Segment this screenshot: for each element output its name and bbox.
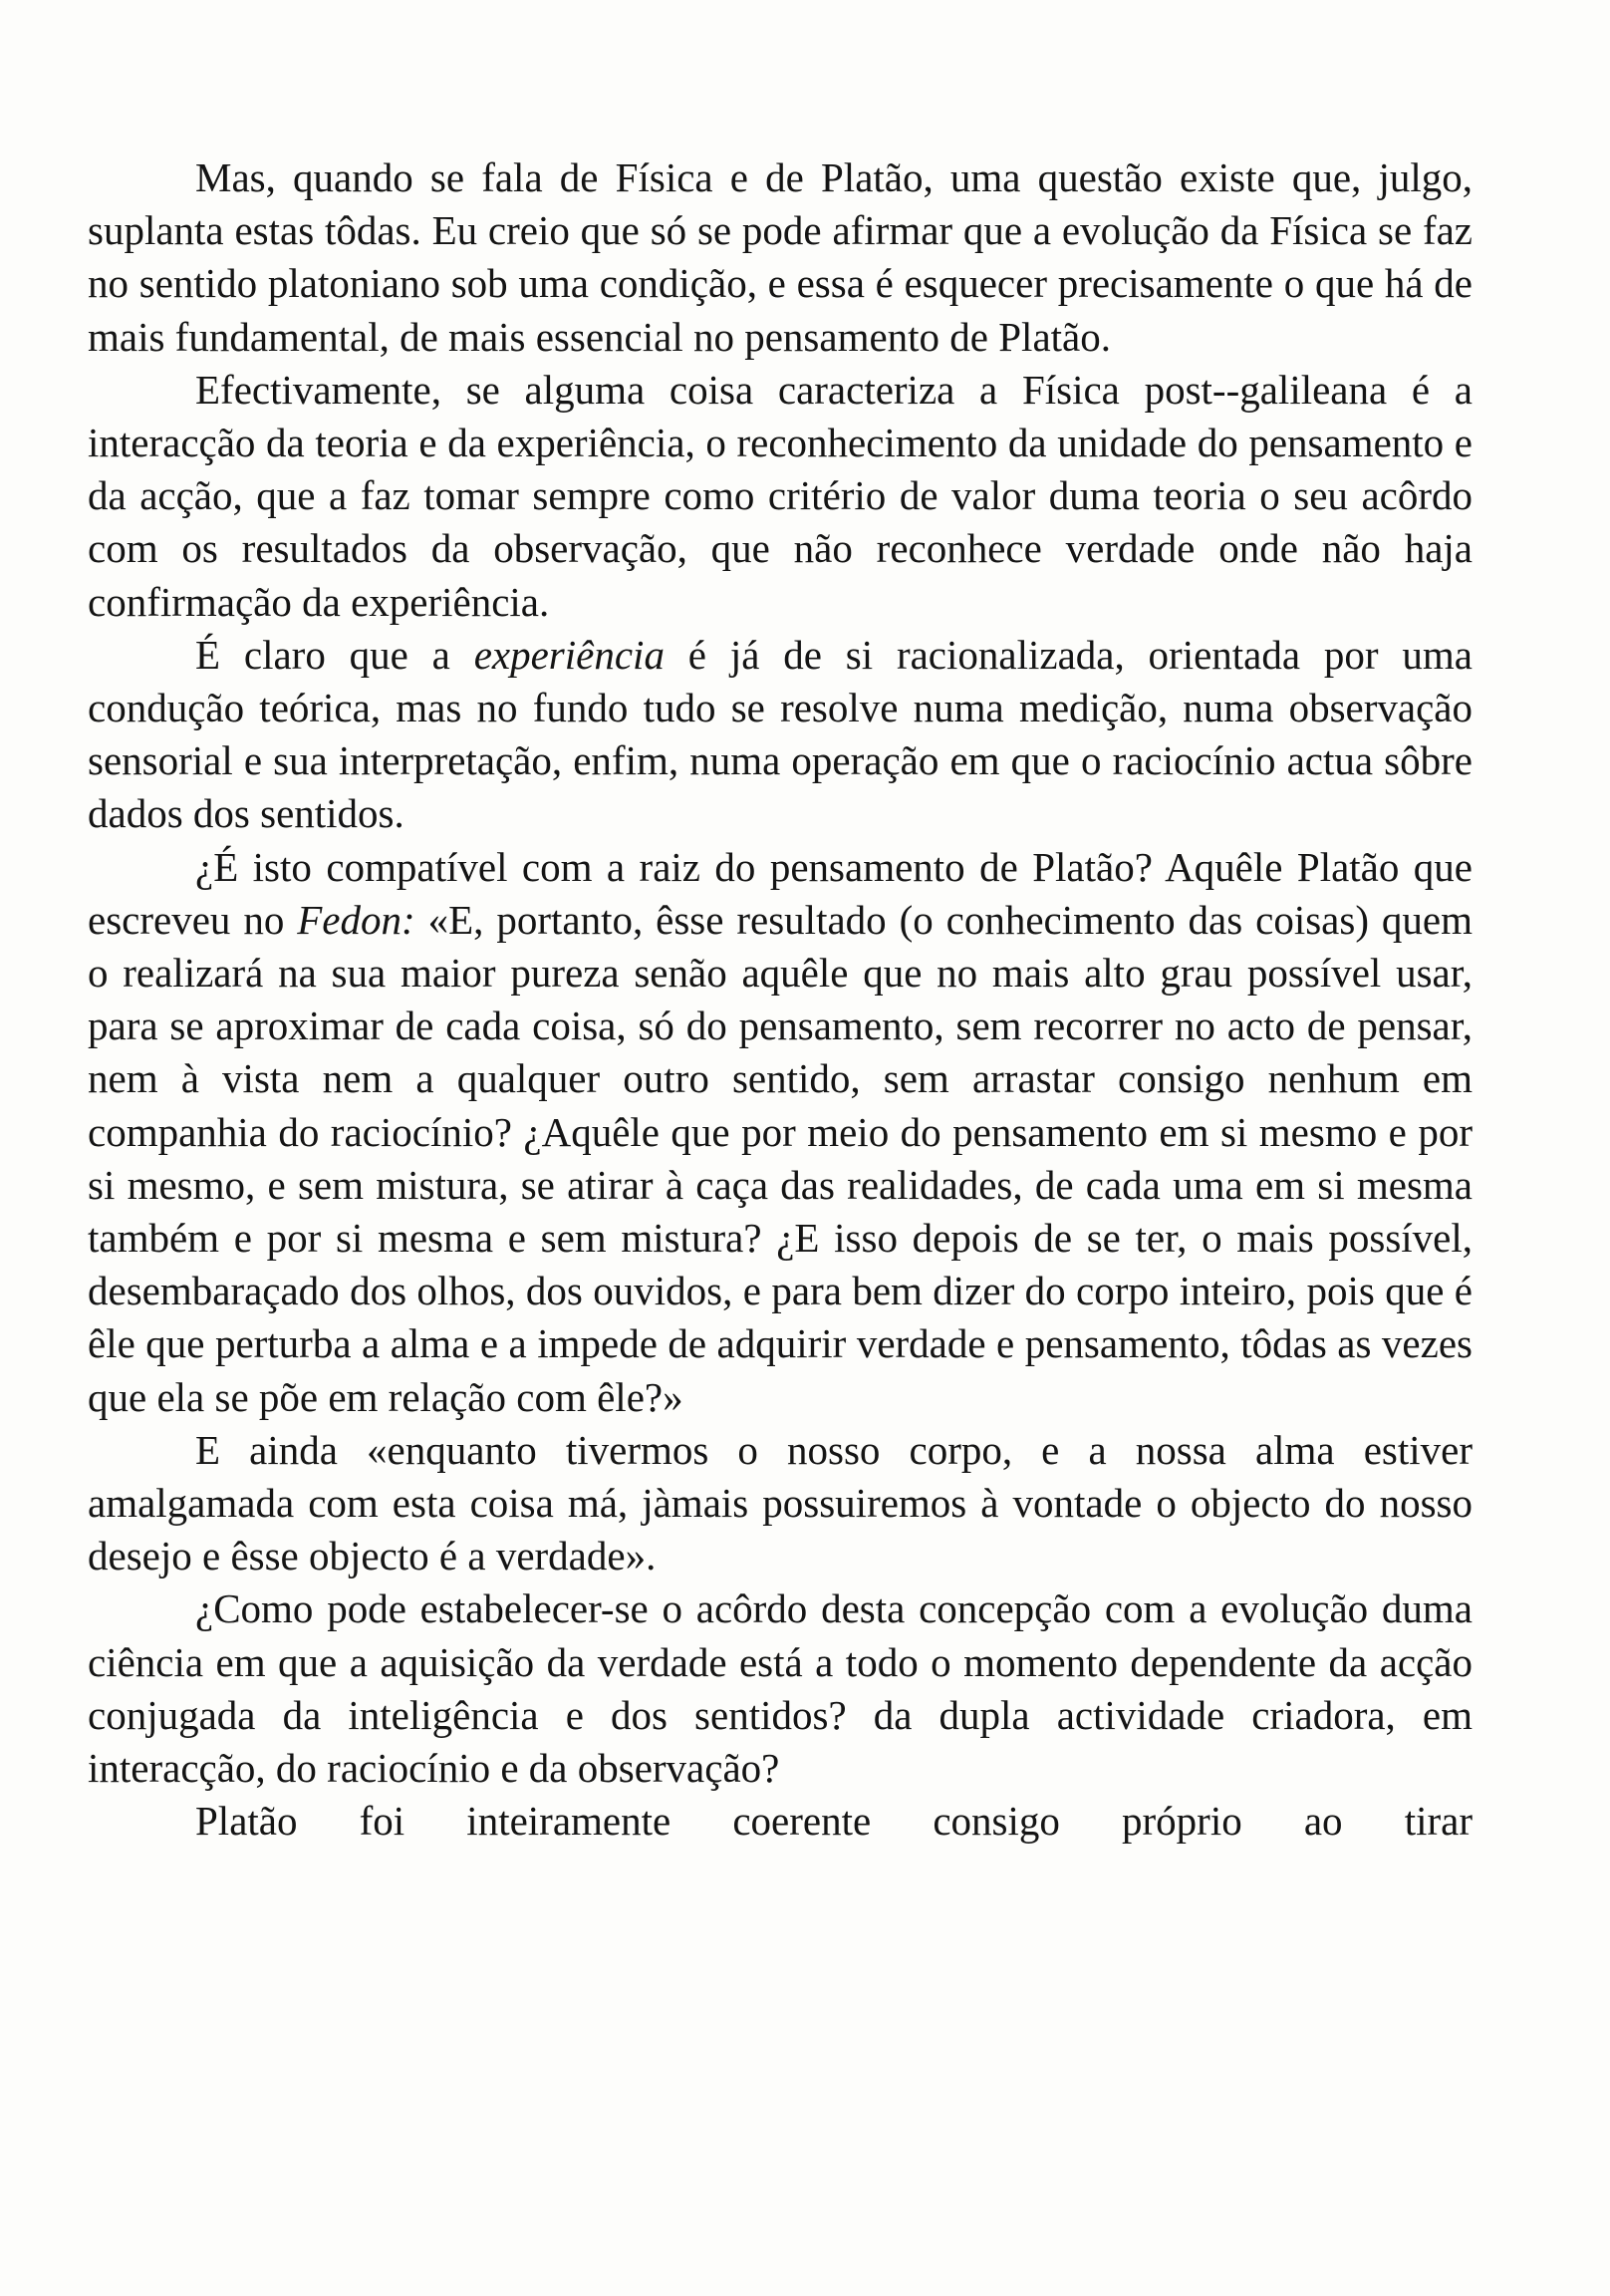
text-span: é já de si racionalizada, orientada por uma condução teórica, mas no fundo tudo se resolve numa medição, numa observação sensorial e sua interpretação, enfim, numa operação em que o raciocínio actua sôbre dados dos sentidos. bbox=[88, 631, 1473, 837]
paragraph bbox=[88, 1424, 1473, 1583]
paragraph bbox=[88, 629, 1473, 841]
emphasized-title: Fedon: bbox=[297, 896, 415, 943]
text-span: Mas, quando se fala de Física e de Platão, uma questão existe que, julgo, suplanta estas tôdas. Eu creio que só se pode afirmar que a evolução da Física se faz no sentido platoniano sob uma condição, e essa é esquecer precisamente o que há de mais fundamental, de mais essencial no pensamento de Platão. bbox=[88, 154, 1473, 360]
body-text bbox=[88, 151, 1473, 1849]
text-span: ¿É isto compatível com a raiz do pensamento de Platão? Aquêle Platão que escreveu no bbox=[88, 843, 1473, 943]
paragraph bbox=[88, 1795, 1473, 1848]
text-span: «E, portanto, êsse resultado (o conhecimento das coisas) quem o realizará na sua maior pureza senão aquêle que no mais alto grau possível usar, para se aproximar de cada coisa, só do pensamento, sem recorrer no acto de pensar, nem à vista nem a qualquer outro sentido, sem arrastar consigo nenhum em companhia do raciocínio? ¿Aquêle que por meio do pensamento em si mesmo e por si mesmo, e sem mistura, se atirar à caça das realidades, de cada uma em si mesma também e por si mesma e sem mistura? ¿E isso depois de se ter, o mais possível, desembaraçado dos olhos, dos ouvidos, e para bem dizer do corpo inteiro, pois que é êle que perturba a alma e a impede de adquirir verdade e pensamento, tôdas as vezes que ela se põe em relação com êle?» bbox=[88, 896, 1474, 1420]
text-span: Platão foi inteiramente coerente consigo próprio ao tirar bbox=[195, 1798, 1473, 1845]
emphasized-word: experiência bbox=[473, 631, 665, 678]
paragraph bbox=[88, 841, 1473, 1424]
text-span: É claro que a bbox=[195, 631, 474, 678]
text-span: ¿Como pode estabelecer-se o acôrdo desta concepção com a evolução duma ciência em que a aquisição da verdade está a todo o momento dependente da acção conjugada da inteligência e dos sentidos? da dupla actividade criadora, em interacção, do raciocínio e da observação? bbox=[88, 1585, 1473, 1792]
paragraph bbox=[88, 1582, 1473, 1795]
text-span: Efectivamente, se alguma coisa caracteriza a Física post--galileana é a interacção da teoria e da experiência, o reconhecimento da unidade do pensamento e da acção, que a faz tomar sempre como critério de valor duma teoria o seu acôrdo com os resultados da observação, que não reconhece verdade onde não haja confirmação da experiência. bbox=[88, 366, 1473, 625]
text-span: E ainda «enquanto tivermos o nosso corpo, e a nossa alma estiver amalgamada com esta coisa má, jàmais possuiremos à vontade o objecto do nosso desejo e êsse objecto é a verdade». bbox=[88, 1426, 1473, 1579]
paragraph bbox=[88, 151, 1473, 364]
paragraph bbox=[88, 364, 1473, 629]
